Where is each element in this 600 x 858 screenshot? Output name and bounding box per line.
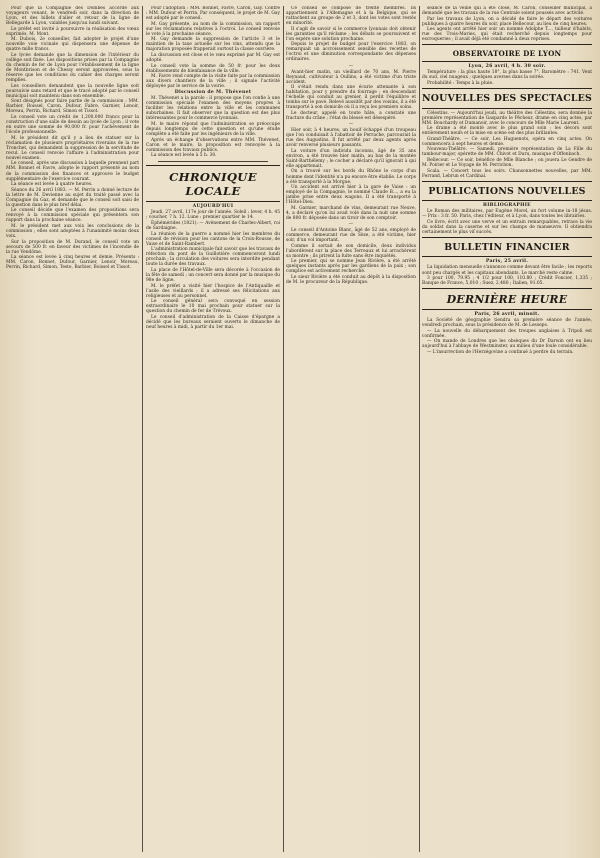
column-rule [419, 6, 420, 852]
column-rule [283, 6, 284, 852]
section-subheading: Discussion de M. Thévenet [174, 90, 252, 96]
paragraph: Le conseil vote un crédit de 1,200,000 francs pour la construction d'une salle de dessin au lycée de Lyon ; il vote en outre une somme de 90,000 fr. pour l'achèvement de l'école professionnelle. [6, 114, 139, 136]
section-dateline: Paris, 26 avril, minuit. [474, 312, 540, 318]
paragraph: Ce livre, écrit avec une verve et un entrain remarquables, retrace la vie du soldat dans la caserne et sur les champs de manœuvre. Il obtiendra certainement le plus vif succès. [422, 219, 592, 235]
paragraph: Éphémérides (1821). — Avènement de Charles-Albert, roi de Sardaigne. [146, 221, 280, 232]
paragraph: Jeudi, 27 avril, 117e jour de l'année. Soleil : lever, 4 h. 45 ; coucher, 7 h. 12. Lune : premier quartier le 14. [146, 210, 280, 221]
paragraph: Nouveau-Théâtre. — Samedi, première représentation de La Fille du tambour-major, opérette de MM. Chivot et Duru, musique d'Offenbach. [422, 147, 592, 158]
paragraph: Depuis le projet de budget pour l'exercice 1883, on remarquait un accroissement sensible des recettes de l'octroi et une diminution correspondante des dépenses ordinaires. [286, 42, 416, 63]
paragraph: On a trouvé sur les bords du Rhône le corps d'un homme dont l'identité n'a pu encore être établie. Le corps a été transporté à la Morgue. [286, 169, 416, 185]
section-headline: BULLETIN FINANCIER [444, 241, 570, 253]
section-dateline: Lyon, 26 avril, 4 h. 30 soir. [468, 64, 546, 70]
paragraph: Température : la plus haute 18°, la plus basse 7°. Baromètre : 741. Vent du sud, ciel nuageux ; quelques averses dans la soirée. [422, 70, 592, 81]
paragraph: — L'insurrection de l'Herzégovine a continué à perdre du terrain. [427, 349, 574, 355]
section-headline: NOUVELLES DES SPECTACLES [422, 93, 592, 105]
column-1 [6, 6, 139, 852]
paragraph: Pour l'adoption : MM. Bonnet, Favre, Caron, Gay. Contre : MM. Dufour et Perrin. Par conséquent, le projet de M. Gay est adopté par le conseil. [146, 6, 280, 22]
paragraph: Le sieur Rivière a été conduit au dépôt à la disposition de M. le procureur de la République. [286, 274, 416, 285]
derniere-heure-header [422, 288, 592, 310]
divider: — [348, 221, 354, 227]
paragraph: M. Gay présente, au nom de la commission, un rapport sur les réclamations relatives à l'octroi. Le conseil renvoie le vote à la prochaine séance. [146, 21, 280, 37]
paragraph: Grand-Théâtre. — Ce soir, Les Huguenots, opéra en cinq actes. On commencera à sept heures et demie. [422, 136, 592, 147]
paragraph: Les conseillers demandent que la nouvelle ligne soit poursuivie sans retard et que le tracé adopté par le conseil municipal soit maintenu dans son ensemble. [6, 83, 139, 99]
paragraph: Il s'était rendu dans une écurie attenante à son habitation, pour y prendre du fourrage ; en descendant l'échelle qui conduit au grenier, il perdit l'équilibre et tomba sur le pavé. Relevé aussitôt par des voisins, il a été transporté à son domicile où il a reçu les premiers soins. [286, 85, 416, 111]
paragraph: L'administration municipale fait savoir que les travaux de réfection du pont de la Guillotière commenceront lundi prochain ; la circulation des voitures sera interdite pendant toute la durée des travaux. [146, 247, 280, 268]
observatoire-header [422, 44, 592, 62]
paragraph: Séance du 26 avril 1883. — M. Perrin a donné lecture de la lettre de M. Devienne au sujet du traité passé avec la Compagnie du Gaz, et demande que le conseil soit saisi de la question dans le plus bref délai. [6, 187, 139, 208]
paragraph: Il s'agit de savoir si le commerce lyonnais doit obtenir les garanties qu'il réclame ; les débats se poursuivent et l'on espère une solution prochaine. [286, 26, 416, 42]
paragraph: La voiture d'un individu inconnu, âgé de 35 ans environ, a été trouvée hier matin, au bas de la montée Saint-Barthélemy ; le cocher a déclaré qu'il ignorait à qui elle appartenait. [286, 148, 416, 169]
paragraph: M. Garnier, marchand de vins, demeurant rue Neuve, 4, a déclaré qu'on lui avait volé dans la nuit une somme de 800 fr. déposée dans un tiroir de son comptoir. [286, 205, 416, 221]
paragraph: Le conseil vote la somme de 50 fr. pour les deux établissements de bienfaisance de la ville. [146, 63, 280, 74]
paragraph: Comme il sortait de son domicile, deux individus l'abordèrent sur la place des Terreaux et lui arrachèrent sa montre ; ils prirent la fuite sans être inquiétés. [286, 243, 416, 259]
column-rule [142, 6, 143, 852]
paragraph: La séance est levée à cinq heures et demie. Présents : MM. Caron, Bonnet, Dufour, Garnier, Lenoir, Moreau, Perrin, Richard, Simon, Teste, Barbier, Boissel et Tissot. [6, 255, 139, 271]
column-4 [422, 6, 592, 852]
paragraph: Le drame a été monté avec le plus grand soin ; les décors sont entièrement neufs et la mise en scène est des plus brillantes. [422, 126, 592, 137]
paragraph: M. Thévenet a la parole : il propose que l'on confie à une commission spéciale l'examen des moyens propres à faciliter les relations entre la ville et les communes suburbaines. Il fait observer que la question est des plus intéressantes pour le commerce lyonnais. [146, 96, 280, 122]
section-headline: CHRONIQUE LOCALE [169, 170, 257, 199]
paragraph: La liquidation mensuelle s'annonce comme devant être facile ; les reports sont peu chargés et les capitaux abondants. Le marché reste calme. [422, 265, 592, 276]
paragraph: M. le président dit qu'il y a lieu de statuer sur la réclamation de plusieurs propriétaires riverains de la rue Tronchet, qui demandent la suppression de la servitude de recul. Le conseil renvoie l'affaire à l'administration pour nouvel examen. [6, 135, 139, 161]
paragraph: Sur la proposition de M. Durand, le conseil vote un secours de 500 fr. en faveur des victimes de l'incendie de la rue Vendôme. [6, 239, 139, 255]
paragraph: Le conseil d'administration de la Caisse d'épargne a décidé que les bureaux seraient ouverts le dimanche de neuf heures à midi, à partir du 1er mai. [146, 314, 280, 330]
paragraph: La séance est levée à 5 h. 30. [151, 153, 217, 159]
paragraph: M. Dubois, 2e conseiller, fait adopter le projet d'une nouvelle voie vicinale qui dispensera une dépense de quatre mille francs. [6, 37, 139, 53]
paragraph: Un accident est arrivé hier à la gare de Vaise : un employé de la Compagnie, le nommé Claude B..., a eu la jambe prise entre deux wagons. Il a été transporté à l'Hôtel-Dieu. [286, 185, 416, 206]
paragraph: Le conseil décide que l'examen des propositions sera renvoyé à la commission spéciale qui présentera son rapport dans la prochaine séance. [6, 208, 139, 224]
section-subheading: AUJOURD'HUI [192, 204, 234, 210]
paragraph: La Société de géographie tiendra sa première séance de l'année, vendredi prochain, sous la présidence de M. de Lesseps. [422, 318, 592, 329]
divider [158, 161, 268, 162]
paragraph: Le conseil d'Antoine Blanc, âgé de 52 ans, employé de commerce, demeurant rue de Sèze, a été victime, hier soir, d'un vol important. [286, 227, 416, 244]
paragraph: Avant-hier matin, un vieillard de 70 ans, M. Pierre Reynaud, cultivateur à Oullins, a été victime d'un triste accident. [286, 69, 416, 85]
paragraph: M. Favre rend compte de la visite faite par la commission aux divers chantiers de la ville ; il signale l'activité déployée par le service de la voirie. [146, 74, 280, 90]
paragraph: Célestins. — Aujourd'hui jeudi, au théâtre des Célestins, sera donnée la première représentation de Gaspardo le Pêcheur, drame en cinq actes, par MM. Bouchardy et Dumanoir, avec le concours de Mlle Marie Laurent. [422, 110, 592, 126]
paragraph: M. le préfet a visité hier l'hospice de l'Antiquaille et l'asile des vieillards ; il a adressé ses félicitations aux religieuses et au personnel. [146, 283, 280, 299]
paragraph: M. le maire répond que l'administration se préoccupe depuis longtemps de cette question et qu'une étude complète a été faite par les ingénieurs de la ville. [146, 122, 280, 138]
paragraph: M. le président met aux voix les conclusions de la commission ; elles sont adoptées à l'unanimité moins deux voix. [6, 223, 139, 240]
paragraph: Le premier, qui se nomme Jean Rivière, a été arrêté quelques instants après par les gardiens de la paix ; son complice est activement recherché. [286, 259, 416, 275]
paragraph: Bellecour. — Ce soir, bénéfice de Mlle Blanche ; on jouera Le Gendre de M. Poirier et Le Voyage de M. Perrichon. [422, 157, 592, 168]
paragraph: Sont désignés pour faire partie de la commission : MM. Barbier, Boissel, Caron, Dufour, Fabre, Garnier, Lenoir, Moreau, Perrin, Richard, Simon et Tissot. [6, 99, 139, 115]
paragraph: Le Roman des militaires, par Eugène Morel, un fort volume in-18 jésus. — Prix : 3 fr. 50. Paris, chez l'éditeur, et à Lyon, dans toutes les librairies. [422, 209, 592, 220]
paragraph: Le lycée demande que la dimension de l'intérieur du collège soit fixée. Les dispositions prises par la Compagnie du chemin de fer de Lyon pour l'établissement de la ligne de Montbrison et de Chessy seront approuvées, sous la réserve que les conditions du cahier des charges seront remplies. [6, 52, 139, 84]
paragraph: Le préfet est invité à poursuivre la réalisation des vœux exprimés. M. Mont. [6, 26, 139, 37]
paragraph: Après un échange d'observations entre MM. Thévenet, Caron et le maire, la proposition est renvoyée à la commission des travaux publics. [146, 137, 280, 153]
paragraph: Le docteur, appelé en toute hâte, a constaté une fracture du crâne ; l'état du blessé est désespéré. [286, 110, 416, 121]
section-dateline: Paris, 25 avril. [485, 259, 529, 265]
section-headline: DERNIÈRE HEURE [446, 293, 568, 307]
spectacles-header [422, 88, 592, 109]
paragraph: Ce conseil se compose de trente membres. Ils appartiennent à l'Allemagne et à la Belgique, qui se rattachent au groupe de 2 et 3, dont les votes sont restés en minorité. [286, 6, 416, 27]
paragraph: Pour que la Compagnie des Dombes accorde aux voyageurs venant, le vendredi soir, dans la direction de Lyon, et des billets d'aller et retour de la ligne de Bellegarde à Lyon, valables jusqu'au lundi suivant. [6, 6, 139, 27]
paragraph: Scala. — Concert tous les soirs. Chansonnettes nouvelles, par MM. Ferrand, Lebrun et Cardinal. [422, 168, 592, 179]
paragraph: Le conseil, après une discussion à laquelle prennent part MM. Bonnet et Favre, adopte le rapport présenté au nom de la commission des finances et approuve le budget supplémentaire de l'exercice courant. [6, 161, 139, 182]
paragraph: La séance est levée à quatre heures. [11, 182, 93, 188]
section-headline: PUBLICATIONS NOUVELLES [428, 185, 586, 197]
paragraph: La place de l'Hôtel-de-Ville sera décorée à l'occasion de la fête de samedi ; un concert sera donné par la musique du 98e de ligne. [146, 267, 280, 284]
section-headline: OBSERVATOIRE DE LYON [452, 49, 562, 59]
chronique-header [146, 165, 280, 202]
paragraph: La réunion de la guerre a nommé hier les membres du conseil de révision pour les cantons de la Croix-Rousse, de Vaise et de Saint-Rambert. [146, 231, 280, 247]
section-subheading: BIBLIOGRAPHIE [483, 203, 531, 209]
paragraph: 3 pour 100, 79.95 ; 4 1/2 pour 100, 110.80 ; Crédit Foncier, 1,335 ; Banque de France, 5,010 ; Suez, 2,480 ; Italien, 91.05. [422, 276, 592, 287]
paragraph: Le conseil général sera convoqué en session extraordinaire le 10 mai prochain pour statuer sur la question du chemin de fer de Trévoux. [146, 299, 280, 315]
paragraph: — On mande de Londres que les obsèques du Dr Darwin ont eu lieu aujourd'hui à l'abbaye de Westminster, au milieu d'une foule considérable. [422, 339, 592, 350]
divider: — [348, 63, 354, 69]
paragraph: — La nouvelle du débarquement des troupes anglaises à Tripoli est confirmée. [422, 328, 592, 339]
column-3 [286, 6, 416, 852]
column-2 [146, 6, 280, 852]
paragraph: Les agents ont arrêté hier soir un nommé Adolphe T..., tailleur d'habits, rue des Trois-Maries, qui était recherché depuis longtemps pour escroqueries ; il avait déjà été condamné à deux reprises. [422, 27, 592, 43]
paragraph: Probabilité : Temps à la pluie. [427, 80, 494, 86]
paragraph: Hier soir, à 4 heures, un bouif échappé d'un troupeau que l'on conduisait à l'abattoir de Perrache, parcourait la rue des Augustins. Il fut arrêté par deux agents après avoir renversé plusieurs passants. [286, 128, 416, 149]
bulletin-financier-header [422, 237, 592, 258]
paragraph: Par les travaux de Lyon, on a décidé de faire le départ des voitures publiques à quatre heures du soir, place Bellecour, au lieu de cinq heures. [422, 16, 592, 27]
paragraph: séance de la veille qui a été close, M. Caron, conseiller municipal, a demandé que les travaux de la rue Centrale soient poussés avec activité. [422, 6, 592, 17]
paragraph: M. Gay demande la suppression de l'article 3 et le maintien de la taxe actuelle sur les vins, attendu que la majoration proposée frapperait surtout la classe ouvrière. [146, 37, 280, 53]
paragraph: La discussion est close et le vœu exprimé par M. Gay est adopté. [146, 52, 280, 63]
divider: — [348, 122, 354, 128]
publications-header [422, 181, 592, 202]
